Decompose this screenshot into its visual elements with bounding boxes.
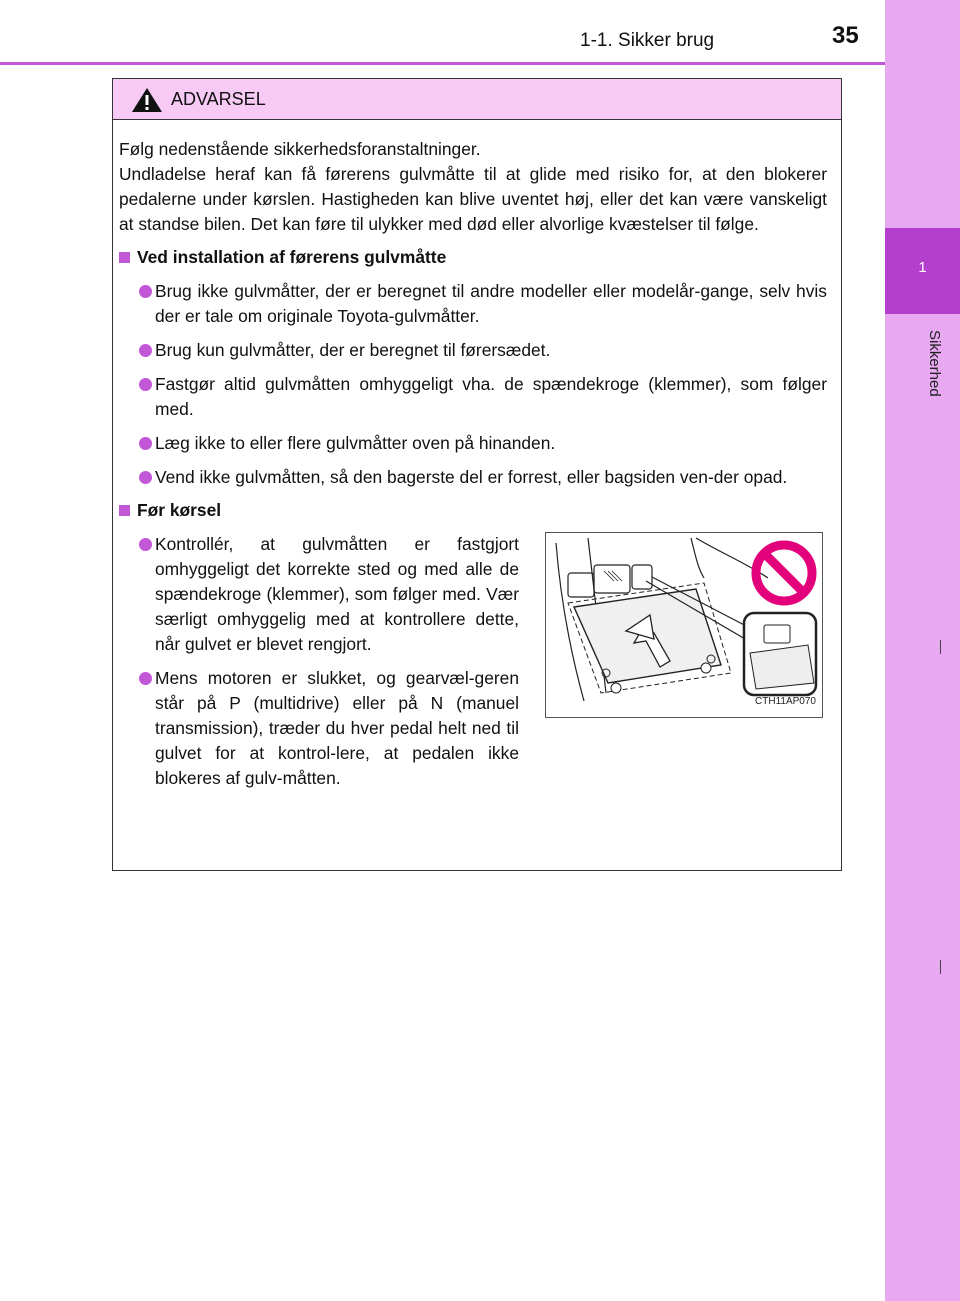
round-bullet-icon — [139, 471, 152, 484]
list-item-text: Vend ikke gulvmåtten, så den bagerste del er forrest, eller bagsiden ven-der opad. — [155, 467, 788, 487]
floor-mat-illustration — [545, 532, 823, 718]
two-column-block — [119, 532, 827, 791]
round-bullet-icon — [139, 378, 152, 391]
square-bullet-icon — [119, 252, 130, 263]
list-item — [119, 666, 519, 791]
figure-code: CTH11AP070 — [755, 696, 816, 707]
list-item-text: Fastgør altid gulvmåtten omhyggeligt vha. de spændekroge (klemmer), som følger med. — [155, 374, 827, 419]
edge-tick — [940, 640, 941, 654]
list-item — [119, 431, 827, 456]
header-rule — [0, 62, 885, 65]
list-item — [119, 372, 827, 422]
list-item-text: Brug ikke gulvmåtter, der er beregnet til andre modeller eller modelår-gange, selv hvis der er tale om originale Toyota-gulvmåtter. — [155, 281, 827, 326]
page-number: 35 — [832, 22, 859, 49]
list-item — [119, 279, 827, 329]
floor-mat-drawing — [546, 533, 822, 703]
list-item-text: Mens motoren er slukket, og gearvæl-geren står på P (multidrive) eller på N (manuel transmission), træder du hver pedal helt ned til gulvet for at kontrol-lere, at pedalen ikke blokeres af gulv-måtten. — [155, 668, 519, 788]
chapter-tab-number[interactable]: 1 — [885, 228, 960, 314]
left-column — [119, 532, 519, 791]
section-heading-text: Ved installation af førerens gulvmåtte — [137, 247, 447, 267]
round-bullet-icon — [139, 672, 152, 685]
list-item — [119, 338, 827, 363]
warning-content — [119, 137, 827, 791]
warning-title: ADVARSEL — [171, 89, 266, 109]
list-item-text: Brug kun gulvmåtter, der er beregnet til førersædet. — [155, 340, 551, 360]
list-item — [119, 532, 519, 657]
warning-box — [112, 78, 842, 871]
warning-intro-2: Undladelse heraf kan få førerens gulvmåtte til at glide med risiko for, at den blokerer pedalerne under kørslen. Hastigheden kan blive uventet høj, eller det kan være vanskeligt at standse bilen. Det kan føre til ulykker med død eller alvorlige kvæstelser til følge. — [119, 164, 827, 234]
warning-intro-1: Følg nedenstående sikkerhedsforanstaltninger. — [119, 139, 481, 159]
chapter-sidebar — [885, 0, 960, 1301]
round-bullet-icon — [139, 437, 152, 450]
list-item — [119, 465, 827, 490]
warning-header — [113, 79, 841, 120]
round-bullet-icon — [139, 285, 152, 298]
chapter-tab-label: Sikkerhed — [926, 330, 943, 397]
round-bullet-icon — [139, 344, 152, 357]
header-section: 1-1. Sikker brug — [580, 30, 715, 51]
round-bullet-icon — [139, 538, 152, 551]
list-item-text: Læg ikke to eller flere gulvmåtter oven på hinanden. — [155, 433, 556, 453]
edge-tick — [940, 960, 941, 974]
section-heading-installation — [119, 245, 827, 270]
warning-triangle-icon — [131, 87, 163, 113]
list-item-text: Kontrollér, at gulvmåtten er fastgjort omhyggeligt det korrekte sted og med alle de spændekroge (klemmer), som følger med. Vær særligt omhyggelig med at kontrollere dette, når gulvet er blevet rengjort. — [155, 534, 519, 654]
square-bullet-icon — [119, 505, 130, 516]
section-heading-text: Før kørsel — [137, 500, 222, 520]
section-heading-before-driving — [119, 498, 827, 523]
